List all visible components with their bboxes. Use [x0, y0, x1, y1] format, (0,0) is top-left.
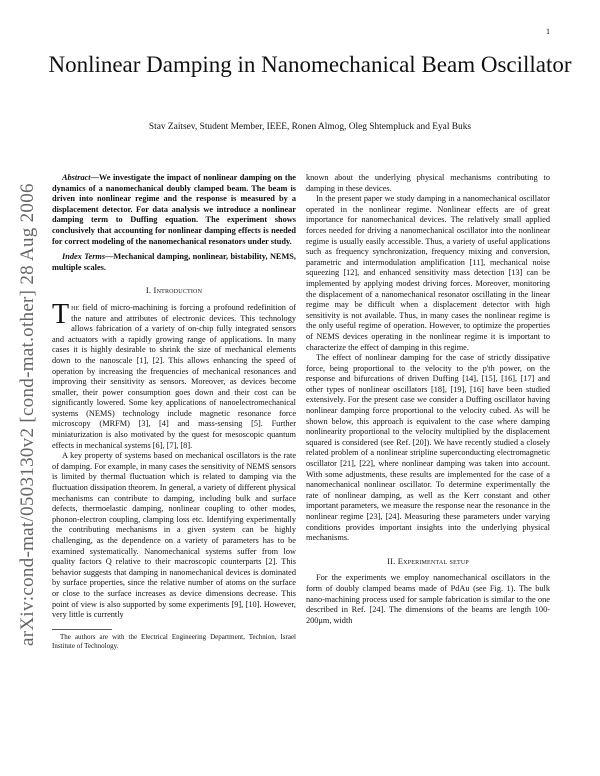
intro-paragraph-1 — [52, 298, 297, 451]
footnote-rule — [52, 629, 112, 630]
drop-cap: T — [52, 298, 70, 330]
right-column — [306, 173, 550, 626]
right-paragraph-2: The effect of nonlinear damping for the case of strictly dissipative force, being proportional to the velocity to the p'th power, on the response and bifurcations of driven Duffing [14], [15], [16], [17] and other types of nonlinear oscillators [18], [19], [16] have been studied extensively. For the present case we consider a Duffing oscillator having nonlinear damping force proportional to the velocity cubed. As will be shown below, this approach is equivalent to the case where damping nonlinearity proportional to the velocity multiplied by the displacement squared is considered (see Ref. [20]). We have recently studied a closely related problem of a nonlinear stripline superconducting electromagnetic oscillator [21], [22], where nonlinear damping was taken into account. With some adjustments, these results are implemented for the case of a nanomechanical nonlinear oscillator. To determine experimentally the rate of nonlinear damping, as well as the Kerr constant and other important parameters, we measure the response near the resonance in the nonlinear regime [23], [24]. Measuring these parameters under varying conditions provides important insights into the underlying physical mechanisms. — [306, 353, 550, 543]
paper-title: Nonlinear Damping in Nanomechanical Beam Oscillator — [48, 52, 572, 77]
intro-paragraph-2: A key property of systems based on mechanical oscillators is the rate of damping. For example, in many cases the sensitivity of NEMS sensors is limited by thermal fluctuation which is related to damping via the fluctuation dissipation theorem. In general, a variety of different physical mechanisms can contribute to damping, including bulk and surface defects, thermoelastic damping, nonlinear coupling to other modes, phonon-electron coupling, clamping loss etc. Identifying experimentally the contributing mechanisms in a given system can be highly challenging, as the dependence on a variety of parameters has to be examined systematically. Nanomechanical systems suffer from low quality factors Q relative to their macroscopic counterparts [2]. This behavior suggests that damping in nanomechanical devices is dominated by surface properties, since the relative number of atoms on the surface or close to the surface increases as device dimensions decrease. This point of view is also supported by some experiments [9], [10]. However, very little is currently — [52, 451, 296, 620]
index-terms-text: —Mechanical damping, nonlinear, bistability, NEMS, multiple scales. — [52, 252, 296, 272]
intro-first-word: he — [71, 302, 80, 312]
abstract-text: —We investigate the impact of nonlinear damping on the dynamics of a nanomechanical doubly clamped beam. The beam is driven into nonlinear regime and the response is measured by a displacement detector. For data analysis we introduce a nonlinear damping term to Duffing equation. The experiment shows conclusively that accounting for nonlinear damping effects is needed for correct modeling of the nanomechanical resonators under study. — [52, 173, 296, 246]
intro-paragraph-1-text: field of micro-machining is forcing a profound redefinition of the nature and attributes of electronic devices. This technology allows fabrication of a variety of on-chip fully integrated sensors and actuators with a rapidly growing range of applications. In many cases it is highly desirable to shrink the size of mechanical elements down to the nanoscale [1], [2]. This allows enhancing the speed of operation by increasing the frequencies of mechanical resonances and improving their sensitivity as sensors. Moreover, as devices become smaller, their power consumption goes down and their cost can be significantly lowered. Some key applications of nanoelectromechanical systems (NEMS) technology include magnetic resonance force microscopy (MRFM) [3], [4] and mass-sensing [5]. Further miniaturization is also motivated by the quest for mesoscopic quantum effects in mechanical systems [6], [7], [8]. — [52, 302, 297, 450]
left-column — [52, 173, 296, 651]
affiliation-footnote: The authors are with the Electrical Engineering Department, Technion, Israel Institute of Technology. — [52, 632, 296, 650]
section-heading-experimental-setup: II. Experimental setup — [387, 555, 469, 566]
section-heading-introduction: I. Introduction — [145, 285, 203, 296]
index-terms-label: Index Terms — [62, 252, 106, 262]
abstract-label: Abstract — [62, 173, 91, 182]
arxiv-identifier-text: arXiv:cond-mat/0503130v2 [cond-mat.other] 28 Aug 2006 — [17, 183, 38, 646]
right-paragraph-1: In the present paper we study damping in a nanomechanical oscillator operated in the nonlinear regime. Nonlinear effects are of great importance for nanomechanical devices. The relatively small applied forces needed for driving a nanomechanical oscillator into the nonlinear regime is usually easily accessible. Thus, a variety of useful applications such as frequency synchronization, frequency mixing and conversion, parametric and intermodulation amplification [11], mechanical noise squeezing [12], and enhanced sensitivity mass detection [13] can be implemented by applying modest driving forces. Moreover, monitoring the displacement of a nanomechanical resonator oscillating in the linear regime may be difficult when a displacement detector with high sensitivity is not available. Thus, in many cases the nonlinear regime is the only useful regime of operation. However, to optimize the properties of NEMS devices operating in the nonlinear regime it is important to characterize the effect of damping in this regime. — [306, 194, 550, 352]
author-list: Stav Zaitsev, Student Member, IEEE, Ronen Almog, Oleg Shtempluck and Eyal Buks — [148, 122, 472, 132]
index-terms — [52, 252, 296, 273]
page-number: 1 — [546, 27, 550, 36]
abstract — [52, 173, 296, 247]
right-paragraph-0: known about the underlying physical mechanisms contributing to damping in these devices. — [306, 173, 550, 193]
arxiv-identifier — [14, 126, 42, 646]
right-paragraph-3: For the experiments we employ nanomechanical oscillators in the form of doubly clamped beams made of PdAu (see Fig. 1). The bulk nano-machining process used for sample fabrication is similar to the one described in Ref. [24]. The dimensions of the beams are length 100-200μm, width — [306, 573, 550, 625]
